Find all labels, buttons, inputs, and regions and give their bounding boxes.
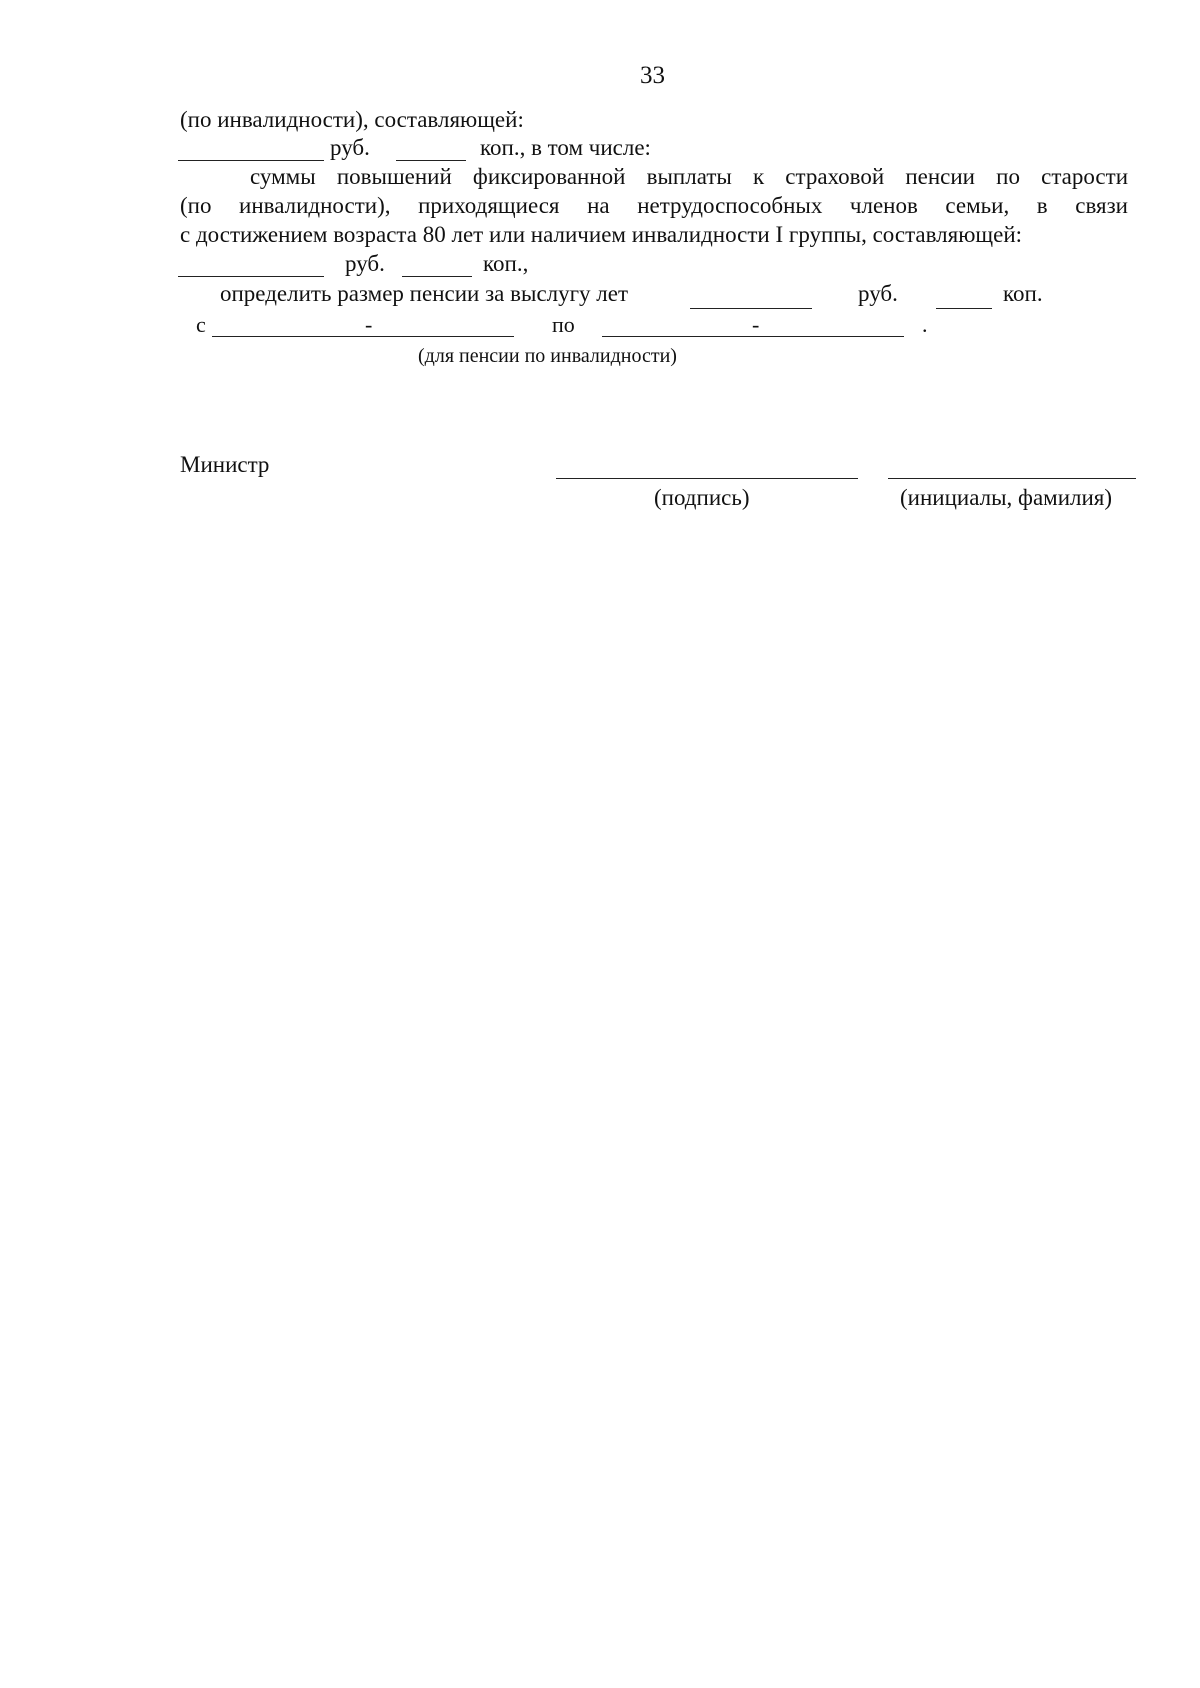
minister-label: Министр	[180, 452, 270, 477]
name-line[interactable]	[888, 478, 1136, 479]
blank-kop-2[interactable]	[402, 276, 472, 277]
period-note: (для пенсии по инвалидности)	[418, 345, 677, 367]
determine-text: определить размер пенсии за выслугу лет	[220, 281, 629, 306]
blank-period-from[interactable]	[212, 336, 514, 337]
paragraph-line-3: с достижением возраста 80 лет или наличием инвалидности I группы, составляющей:	[180, 222, 1023, 247]
signature-line[interactable]	[556, 478, 858, 479]
page-number: 33	[640, 62, 665, 89]
period-end-dot: .	[922, 312, 928, 337]
rub-label-2: руб.	[345, 251, 385, 276]
period-to-label: по	[552, 312, 575, 337]
blank-kop-1[interactable]	[396, 160, 466, 161]
kop-label-2: коп.,	[483, 251, 529, 276]
paragraph-line-1: суммы повышений фиксированной выплаты к страховой пенсии по старости	[250, 164, 1128, 189]
blank-rub-1[interactable]	[178, 160, 324, 161]
blank-rub-3[interactable]	[690, 308, 812, 309]
rub-label-1: руб.	[330, 135, 370, 160]
text-line-disability: (по инвалидности), составляющей:	[180, 107, 524, 132]
signature-caption: (подпись)	[654, 485, 750, 510]
kop-label-1: коп., в том числе:	[480, 135, 651, 160]
paragraph-line-2: (по инвалидности), приходящиеся на нетрудоспособных членов семьи, в связи	[180, 193, 1128, 218]
blank-rub-2[interactable]	[178, 276, 324, 277]
period-from-label: с	[196, 312, 206, 337]
rub-label-3: руб.	[858, 281, 898, 306]
kop-label-3: коп.	[1003, 281, 1043, 306]
period-dash-2: -	[752, 312, 760, 337]
period-dash-1: -	[365, 312, 373, 337]
name-caption: (инициалы, фамилия)	[900, 485, 1113, 510]
blank-kop-3[interactable]	[936, 308, 992, 309]
